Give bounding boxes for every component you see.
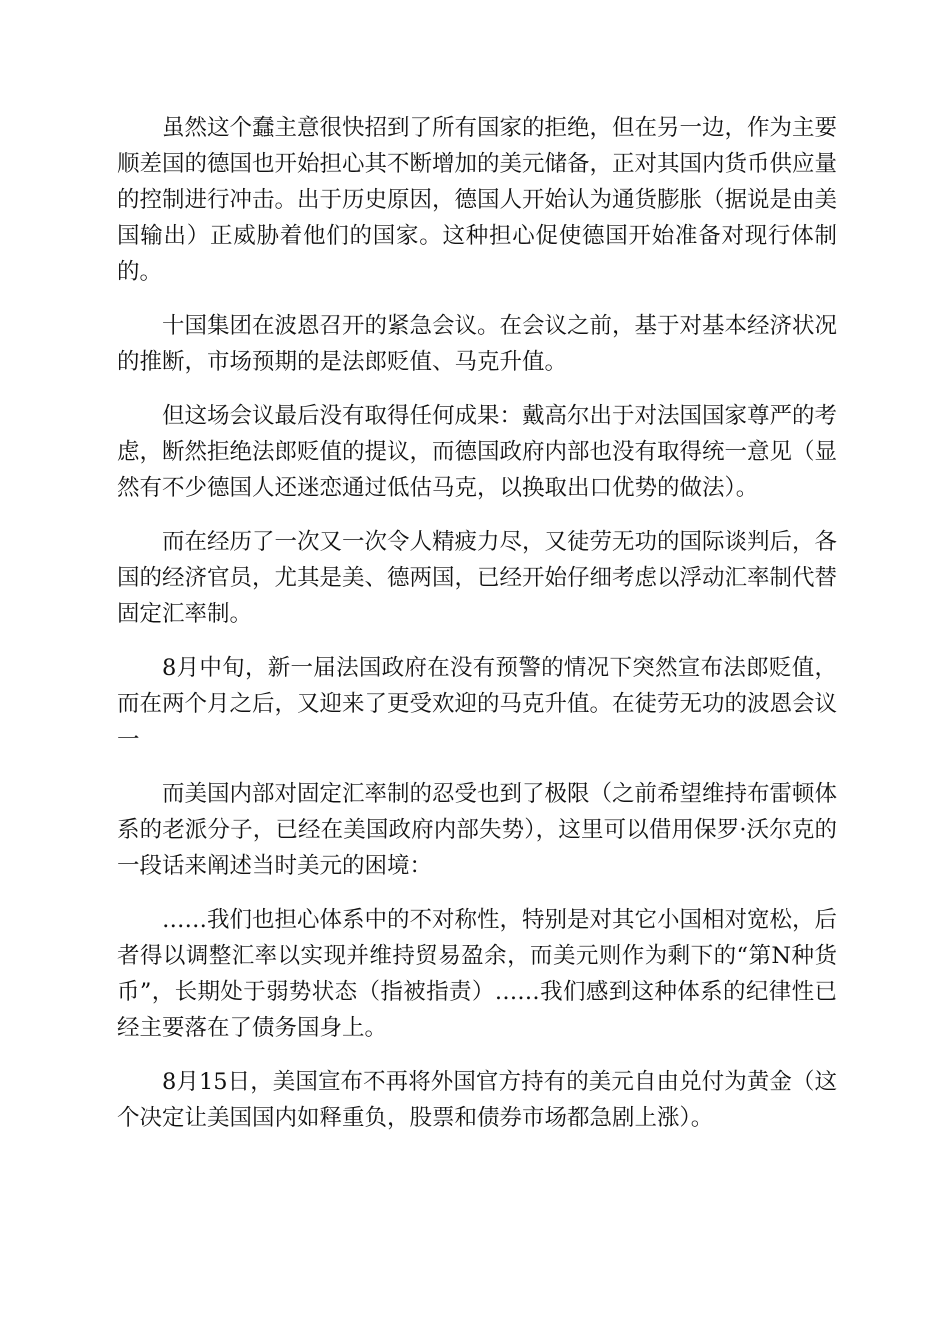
paragraph-6: 而美国内部对固定汇率制的忍受也到了极限（之前希望维持布雷顿体系的老派分子，已经在美国政府内部失势），这里可以借用保罗·沃尔克的一段话来阐述当时美元的困境：: [117, 781, 838, 879]
paragraph-8: 8月15日，美国宣布不再将外国官方持有的美元自由兑付为黄金（这个决定让美国国内如释重负，股票和债券市场都急剧上涨）。: [117, 1069, 837, 1131]
paragraph-5: 8月中旬，新一届法国政府在没有预警的情况下突然宣布法郎贬值，而在两个月之后，又迎来了更受欢迎的马克升值。在徒劳无功的波恩会议一: [117, 655, 838, 753]
document-body: [117, 110, 837, 1154]
paragraph-1: 虽然这个蠢主意很快招到了所有国家的拒绝，但在另一边，作为主要顺差国的德国也开始担心其不断增加的美元储备，正对其国内货币供应量的控制进行冲击。出于历史原因，德国人开始认为通货膨胀（据说是由美国输出）正威胁着他们的国家。这种担心促使德国开始准备对现行体制的。: [117, 115, 838, 285]
paragraph-3: 但这场会议最后没有取得任何成果：戴高尔出于对法国国家尊严的考虑，断然拒绝法郎贬值的提议，而德国政府内部也没有取得统一意见（显然有不少德国人还迷恋通过低估马克，以换取出口优势的做法）。: [117, 403, 838, 501]
paragraph-2: 十国集团在波恩召开的紧急会议。在会议之前，基于对基本经济状况的推断，市场预期的是法郎贬值、马克升值。: [117, 313, 838, 375]
paragraph-4: 而在经历了一次又一次令人精疲力尽，又徒劳无功的国际谈判后，各国的经济官员，尤其是美、德两国，已经开始仔细考虑以浮动汇率制代替固定汇率制。: [117, 529, 838, 627]
paragraph-7-quote: ……我们也担心体系中的不对称性，特别是对其它小国相对宽松，后者得以调整汇率以实现并维持贸易盈余，而美元则作为剩下的“第N种货币”，长期处于弱势状态（指被指责）……我们感到这种体系的纪律性已经主要落在了债务国身上。: [117, 907, 838, 1041]
